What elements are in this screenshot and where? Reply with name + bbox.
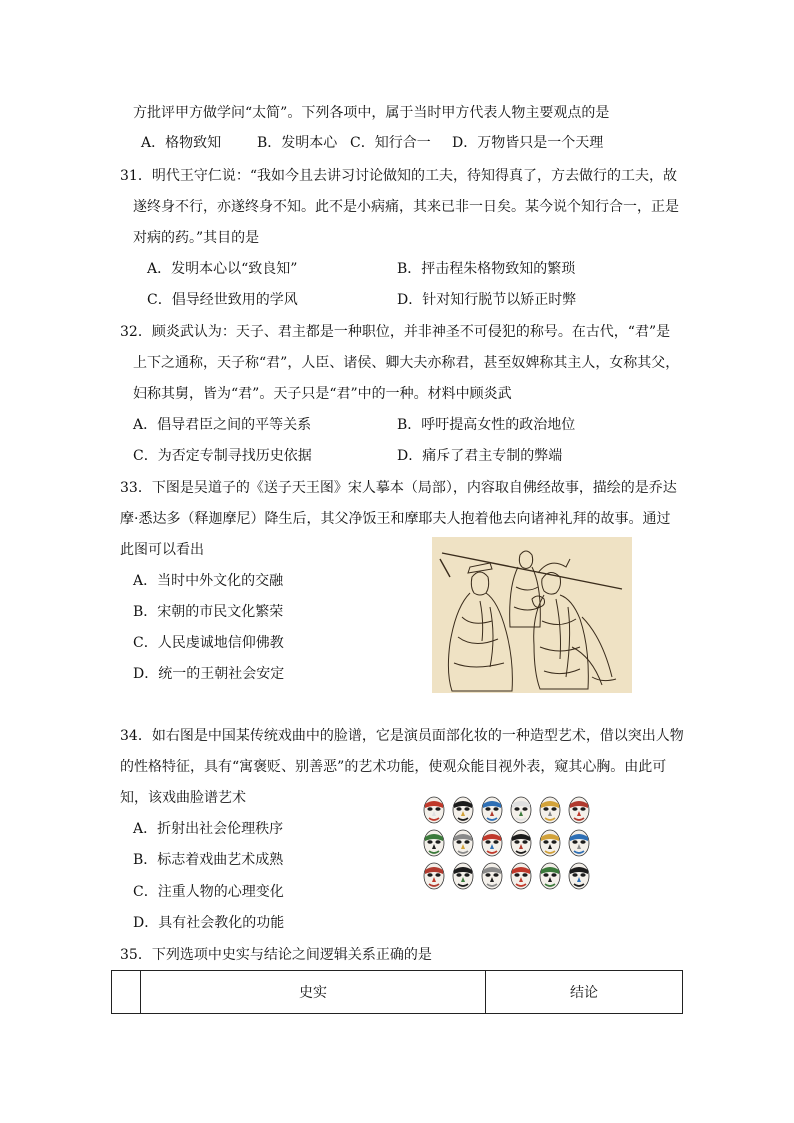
painting-figures-drawing	[432, 537, 632, 693]
q32-option-a[interactable]: A．倡导君臣之间的平等关系	[133, 417, 312, 433]
q31-stem-line-2: 遂终身不行，亦遂终身不知。此不是小病痛，其来已非一日矣。某今说个知行合一，正是	[133, 199, 679, 215]
opera-mask-icon	[569, 830, 589, 856]
q33-option-b[interactable]: B．宋朝的市民文化繁荣	[133, 604, 284, 620]
table-row	[112, 971, 683, 1014]
painting-image	[432, 537, 632, 693]
q32-option-c[interactable]: C．为否定专制寻找历史依据	[133, 448, 312, 464]
q30-option-c[interactable]: C．知行合一	[350, 135, 431, 151]
opera-mask-icon	[424, 863, 444, 889]
q33-option-d[interactable]: D．统一的王朝社会安定	[133, 666, 285, 682]
q34-option-a[interactable]: A．折射出社会伦理秩序	[133, 821, 284, 837]
q31-option-b[interactable]: B．抨击程朱格物致知的繁琐	[397, 261, 576, 277]
q30-option-a[interactable]: A．格物致知	[141, 135, 222, 151]
q35-table	[111, 970, 683, 1014]
opera-mask-icon	[453, 797, 473, 823]
q33-stem-line-3: 此图可以看出	[120, 542, 204, 558]
q33-stem-line-1: 33．下图是吴道子的《送子天王图》宋人摹本（局部），内容取自佛经故事，描绘的是乔达	[120, 480, 677, 496]
q34-stem-line-2: 的性格特征，具有“寓褒贬、别善恶”的艺术功能，使观众能目视外表，窥其心胸。由此可	[120, 759, 667, 775]
opera-mask-icon	[511, 797, 531, 823]
q33-option-a[interactable]: A．当时中外文化的交融	[133, 573, 284, 589]
opera-mask-icon	[540, 830, 560, 856]
q34-stem-line-3: 知，该戏曲脸谱艺术	[120, 790, 246, 806]
q32-option-d[interactable]: D．痛斥了君主专制的弊端	[397, 448, 563, 464]
q34-stem-line-1: 34．如右图是中国某传统戏曲中的脸谱，它是演员面部化妆的一种造型艺术，借以突出人物	[120, 728, 684, 744]
q31-option-d[interactable]: D．针对知行脱节以矫正时弊	[397, 292, 577, 308]
q31-option-a[interactable]: A．发明本心以“致良知”	[147, 261, 298, 277]
q30-stem: 方批评甲方做学问“太简”。下列各项中，属于当时甲方代表人物主要观点的是	[133, 105, 610, 121]
q32-stem-line-2: 上下之通称，天子称“君”，人臣、诸侯、卿大夫亦称君，甚至奴婢称其主人，女称其父，	[133, 355, 680, 371]
opera-mask-icon	[453, 863, 473, 889]
q33-option-c[interactable]: C．人民虔诚地信仰佛教	[133, 635, 284, 651]
q35-stem: 35．下列选项中史实与结论之间逻辑关系正确的是	[120, 947, 432, 963]
q34-option-c[interactable]: C．注重人物的心理变化	[133, 884, 284, 900]
q34-option-d[interactable]: D．具有社会教化的功能	[133, 915, 285, 931]
q33-stem-line-2: 摩·悉达多（释迦摩尼）降生后，其父净饭王和摩耶夫人抱着他去向诸神礼拜的故事。通过	[120, 511, 671, 527]
opera-mask-icon	[482, 863, 502, 889]
opera-masks-grid	[420, 796, 596, 896]
opera-masks-image	[420, 796, 596, 896]
opera-mask-icon	[569, 797, 589, 823]
opera-mask-icon	[482, 830, 502, 856]
opera-mask-icon	[540, 863, 560, 889]
opera-mask-icon	[424, 830, 444, 856]
opera-mask-icon	[511, 863, 531, 889]
opera-mask-icon	[540, 797, 560, 823]
opera-mask-icon	[511, 830, 531, 856]
q30-option-b[interactable]: B．发明本心	[257, 135, 338, 151]
q31-stem-line-1: 31．明代王守仁说：“我如今且去讲习讨论做知的工夫，待知得真了，方去做行的工夫，故	[120, 168, 677, 184]
q32-option-b[interactable]: B．呼吁提高女性的政治地位	[397, 417, 576, 433]
table-cell-index	[112, 971, 141, 1014]
opera-mask-icon	[482, 797, 502, 823]
opera-mask-icon	[424, 797, 444, 823]
q30-option-d[interactable]: D．万物皆只是一个天理	[452, 135, 604, 151]
q32-stem-line-1: 32．顾炎武认为：天子、君主都是一种职位，并非神圣不可侵犯的称号。在古代，“君”是	[120, 324, 671, 340]
table-header-conclusion: 结论	[486, 971, 683, 1014]
opera-mask-icon	[569, 863, 589, 889]
q34-option-b[interactable]: B．标志着戏曲艺术成熟	[133, 852, 284, 868]
q32-stem-line-3: 妇称其舅，皆为“君”。天子只是“君”中的一种。材料中顾炎武	[133, 386, 512, 402]
table-header-fact: 史实	[141, 971, 486, 1014]
opera-mask-icon	[453, 830, 473, 856]
q31-option-c[interactable]: C．倡导经世致用的学风	[147, 292, 298, 308]
q31-stem-line-3: 对病的药。”其目的是	[133, 230, 260, 246]
